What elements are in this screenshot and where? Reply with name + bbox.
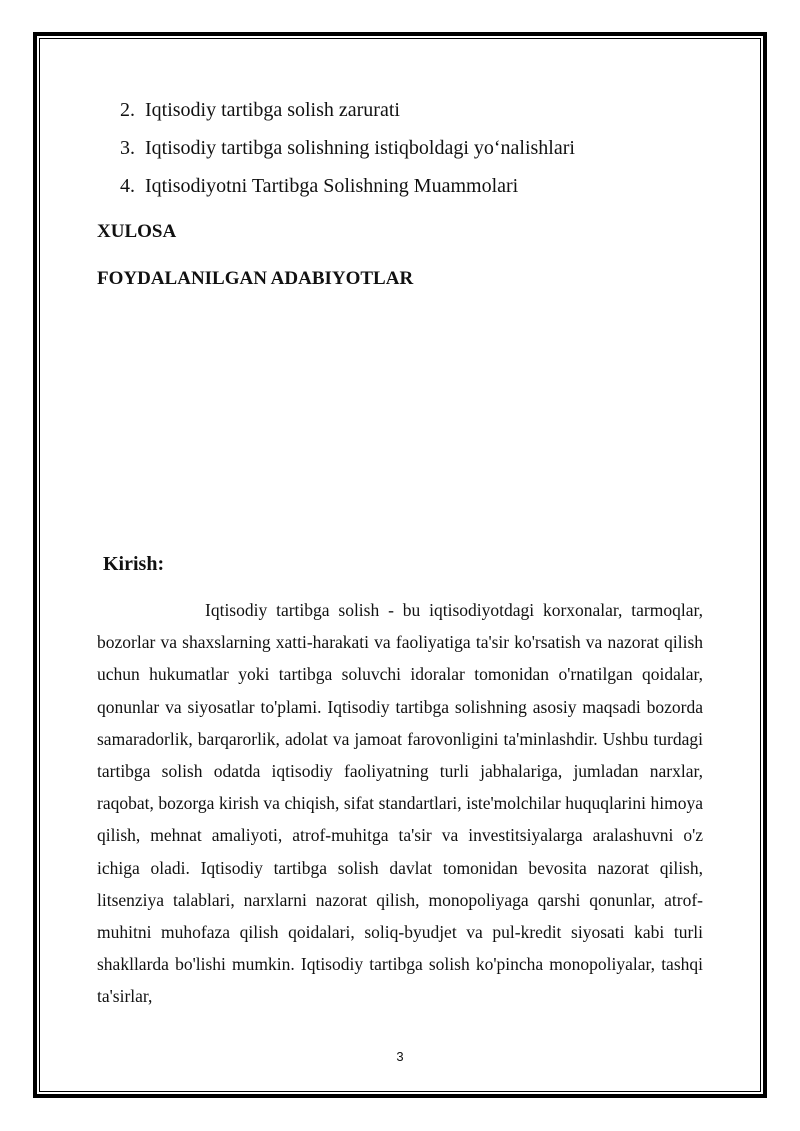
- toc-heading-xulosa: XULOSA: [97, 221, 177, 242]
- toc-item: [120, 134, 575, 172]
- toc-item-title: Iqtisodiyotni Tartibga Solishning Muammolari: [145, 175, 519, 197]
- toc-item: [120, 172, 575, 210]
- toc-item-number: 2.: [120, 99, 135, 121]
- toc-heading-references: FOYDALANILGAN ADABIYOTLAR: [97, 268, 414, 289]
- page-number: 3: [396, 1049, 404, 1064]
- toc-item-number: 3.: [120, 137, 135, 159]
- toc-item-title: Iqtisodiy tartibga solishning istiqboldagi yo‘nalishlari: [145, 137, 575, 159]
- toc-item-number: 4.: [120, 175, 135, 197]
- table-of-contents: [120, 96, 575, 210]
- toc-item-title: Iqtisodiy tartibga solish zarurati: [145, 99, 400, 121]
- toc-item: [120, 96, 575, 134]
- intro-paragraph: Iqtisodiy tartibga solish - bu iqtisodiyotdagi korxonalar, tarmoqlar, bozorlar va shaxslarning xatti-harakati va faoliyatiga ta'sir ko'rsatish va nazorat qilish uchun hukumatlar yoki tartibga soluvchi idoralar tomonidan o'rnatilgan qoidalar, qonunlar va siyosatlar to'plami. Iqtisodiy tartibga solishning asosiy maqsadi bozorda samaradorlik, barqarorlik, adolat va jamoat farovonligini ta'minlashdir. Ushbu turdagi tartibga solish odatda iqtisodiy faoliyatning turli jabhalariga, jumladan narxlar, raqobat, bozorga kirish va chiqish, sifat standartlari, iste'molchilar huquqlarini himoya qilish, mehnat amaliyoti, atrof-muhitga ta'sir va investitsiyalarga aralashuvni o'z ichiga oladi. Iqtisodiy tartibga solish davlat tomonidan bevosita nazorat qilish, litsenziya talablari, narxlarni nazorat qilish, monopoliyaga qarshi qonunlar, atrof-muhitni muhofaza qilish qoidalari, soliq-byudjet va pul-kredit siyosati kabi turli shakllarda bo'lishi mumkin. Iqtisodiy tartibga solish ko'pincha monopoliyalar, tashqi ta'sirlar,: [97, 600, 703, 1007]
- section-heading-kirish: Kirish:: [103, 553, 165, 575]
